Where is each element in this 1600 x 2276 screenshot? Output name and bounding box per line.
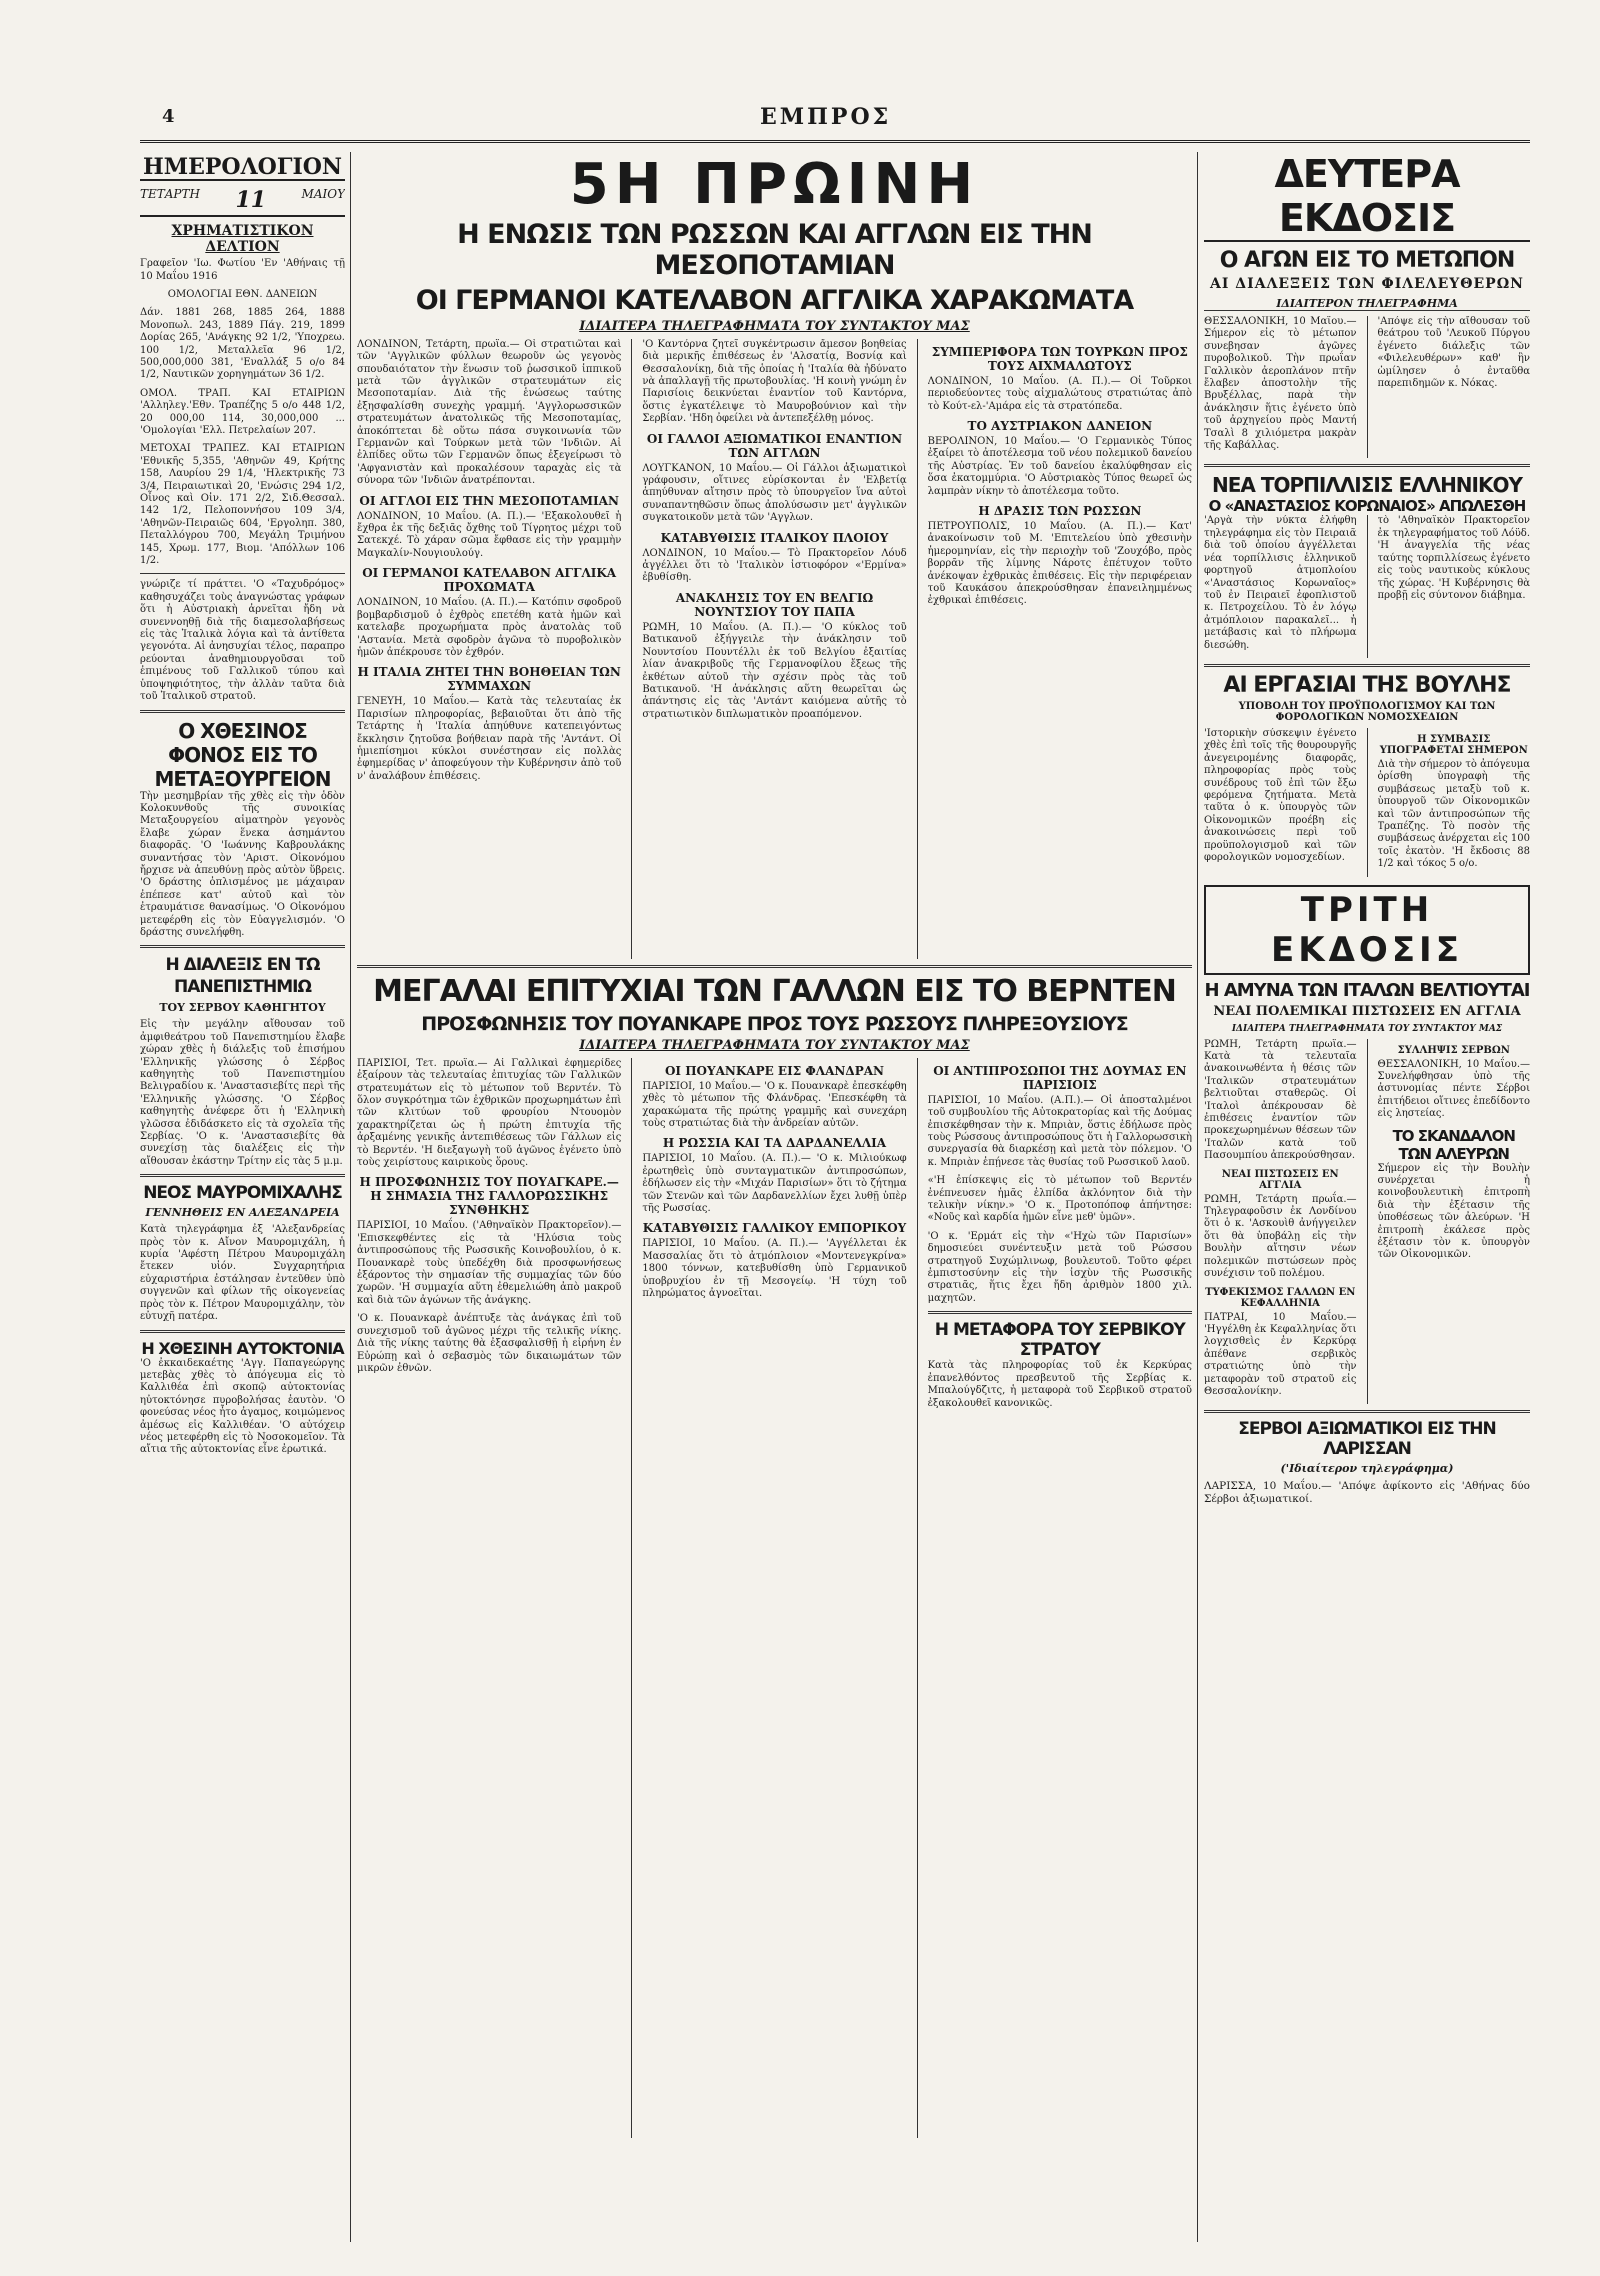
headline-main: Η ΕΝΩΣΙΣ ΤΩΝ ΡΩΣΣΩΝ ΚΑΙ ΑΓΓΛΩΝ ΕΙΣ ΤΗΝ ΜΕΣΟΠΟΤΑΜΙΑΝ: [457, 218, 1092, 281]
article-text: ΛΟΥΓΚΑΝΟΝ, 10 Μαΐου.— Οἱ Γάλλοι ἀξιωματικοὶ γράφουσιν, οἵτινες εὑρίσκονται ἐν 'Ελβετίᾳ ἀπηύθυναν αἴτησιν πρὸς τὸ ὑπουργεῖον ἵνα αὐτοὶ συναπαντηθῶσιν ὅπως ἀπολύσωσιν μετ' ἀγγλικῶν συγκατοικοῦν μετὰ τῶν 'Αγγλων.: [642, 462, 907, 524]
front-subtitle: ΑΙ ΔΙΑΛΕΞΕΙΣ ΤΩΝ ΦΙΛΕΛΕΥΘΕΡΩΝ: [1210, 276, 1524, 292]
finance-text: ΟΜΟΛΟΓΙΑΙ ΕΘΝ. ΔΑΝΕΙΩΝ: [167, 288, 318, 300]
section-head: ΤΥΦΕΚΙΣΜΟΣ ΓΑΛΛΩΝ ΕΝ ΚΕΦΑΛΛΗΝΙΑ: [1205, 1286, 1356, 1309]
suicide-title: Η ΧΘΕΣΙΝΗ ΑΥΤΟΚΤΟΝΙΑ: [141, 1338, 344, 1358]
article-text: ΛΟΝΔΙΝΟΝ, 10 Μαΐου. (Α. Π.).— Οἱ Τοῦρκοι περιοδεύοντες τοὺς αἰχμαλώτους στρατιώτας ἀπὸ τὸ Κούτ-ελ-'Αμάρα εἰς τὰ στρατόπεδα.: [927, 375, 1192, 412]
left-column: [140, 152, 345, 1463]
section-head: Η ΡΩΣΣΙΑ ΚΑΙ ΤΑ ΔΑΡΔΑΝΕΛΛΙΑ: [662, 1136, 887, 1151]
section-head: Η ΜΕΤΑΦΟΡΑ ΤΟΥ ΣΕΡΒΙΚΟΥ ΣΤΡΑΤΟΥ: [934, 1320, 1185, 1361]
defense-title: Η ΑΜΥΝΑ ΤΩΝ ΙΤΑΛΩΝ ΒΕΛΤΙΟΥΤΑΙ: [1204, 979, 1530, 1001]
article-text: ΠΑΡΙΣΙΟΙ, 10 Μαΐου. (Α.Π.).— Οἱ ἀποσταλμένοι τοῦ συμβουλίου τῆς Αὐτοκρατορίας καὶ τῆς Δούμας ἐπισκέφθησαν τὴν κ. Μπριὰν, ὅστις ἐδήλωσε πρὸς τοὺς Ρώσσους ἀντιπροσώπους ὅτι ἡ Γαλλορωσσικὴ συνεργασία θὰ διαρκέσῃ καὶ μετὰ τὸν πόλεμον. 'Ο κ. Μπριὰν ἐπῄνεσε τὰς θυσίας τοῦ Ρωσσικοῦ λαοῦ.: [927, 1094, 1192, 1168]
article-text: ΛΑΡΙΣΣΑ, 10 Μαΐου.— 'Απόψε ἀφίκοντο εἰς 'Αθήνας δύο Σέρβοι ἀξιωματικοί.: [1204, 1480, 1530, 1506]
article-text: Τὴν μεσημβρίαν τῆς χθὲς εἰς τὴν ὁδὸν Κολοκυνθοῦς τῆς συνοικίας Μεταξουργείου αἱματηρὸν γεγονὸς ἔλαβε χώραν ἕνεκα ἀσημάντου διαφορᾶς. 'Ο 'Ιωάννης Καβρουλάκης συναντήσας τὸν 'Αριστ. Οἰκονόμου ἤρχισε νὰ ἀπευθύνῃ πρὸς αὐτὸν ὕβρεις. 'Ο δράστης ὀπλισμένος με μάχαιραν ἐπέπεσε κατ' αὐτοῦ καὶ τὸν ἐτραυμάτισε θανασίμως. 'Ο Οἰκονόμου μετεφέρθη εἰς τὸν Εὐαγγελισμόν. 'Ο δράστης συνελήφθη.: [140, 790, 345, 938]
article-text: Κατὰ τὰς πληροφορίας τοῦ ἐκ Κερκύρας ἐπανελθόντος πρεσβευτοῦ τῆς Σερβίας κ. Μπαλούγδζιτς, ἡ μεταφορὰ τοῦ Σερβικοῦ στρατοῦ ἐξακολουθεῖ κανονικῶς.: [927, 1360, 1192, 1409]
article-text: 'Ο κ. Πουανκαρὲ ἀνέπτυξε τὰς ἀνάγκας ἐπὶ τοῦ συνεχισμοῦ τοῦ ἀγῶνος μέχρι τῆς τελικῆς νίκης. Διὰ τῆς νίκης ταύτης θὰ ἐξασφαλισθῇ ἡ εἰρήνη ἐν Εὐρώπῃ καὶ ὁ σεβασμὸς τῶν δικαιωμάτων τῶν μικρῶν ἐθνῶν.: [357, 1313, 622, 1374]
article-text: 'Ο Καντόρνα ζητεῖ συγκέντρωσιν ἄμεσον βοηθείας διὰ μερικῆς ἐπιθέσεως ἐν 'Αλσατίᾳ, Βοσνίᾳ καὶ Θεσσαλονίκῃ, διὰ τῆς ὁποίας ἡ 'Ιταλία θὰ ἠδύνατο νὰ ἀπαλλαγῇ τῆς πρωτοβουλίας. 'Η κοινὴ γνώμη ἐν Παρισίοις δεικνύεται ἐναντίον τοῦ Καντόρνα, ὅστις ἐγκατέλειψε τὸ Μαυροβούνιον καὶ τὴν Σερβίαν. 'Ηδη ὀφείλει νὰ ἀντεπεξέλθῃ μόνος.: [642, 338, 907, 425]
article-text: ΠΑΡΙΣΙΟΙ, Τετ. πρωΐα.— Αἱ Γαλλικαὶ ἐφημερίδες ἐξαίρουν τὰς τελευταίας ἐπιτυχίας τῶν Γαλλικῶν στρατευμάτων εἰς τὸ μέτωπον τοῦ Βερντέν. Τὸ ὅλον συγκρότημα τῶν ἐχθρικῶν προχωρημάτων ἐπὶ τῶν κλιτύων τοῦ φρουρίου Ντουομὸν χαρακτηρίζεται ὡς ἡ πρώτη ἐπιτυχία τῆς ἀρξαμένης γενικῆς ἀντεπιθέσεως τῶν Γάλλων εἰς τὸ Βερντέν. 'Η διεξαγωγὴ τοῦ ἀγῶνος ἐγένετο ὑπὸ τοὺς χειρίστους καιρικοὺς ὅρους.: [357, 1057, 622, 1169]
article-text: 'Αργὰ τὴν νύκτα ἐλήφθη τηλεγράφημα εἰς τὸν Πειραιᾶ διὰ τοῦ ὁποίου ἀγγέλλεται νέα τορπίλλισις ἑλληνικοῦ φορτηγοῦ ἀτμοπλοίου «'Αναστάσιος Κορωναῖος» τοῦ ἐν Πειραιεῖ ἐφοπλιστοῦ κ. Πετροχείλου. Τὸ ἐν λόγῳ ἀτμόπλοιον παρακαλεῖ... ἡ μετάβασις καὶ τὸ πλήρωμα διεσώθη.: [1204, 515, 1357, 651]
article-text: γνώριζε τί πράττει. 'Ο «Ταχυδρόμος» καθησυχάζει τοὺς ἀναγνώστας γράφων ὅτι ἡ Αὐστριακὴ ἀρνεῖται ἤδη νὰ συνεννοηθῇ διὰ τῆς διαμεσολαβήσεως εἰς τὰς Ἰταλικὰ λόγια καὶ τὰ ἀντίθετα γεγονότα. Αἱ ἀνησυχίαι τέλος, παραπρο ρεύονται ἀναθημιουργοῦσαι τοῦ ἐπιμένους τοῦ Γαλλικοῦ τύπου καὶ ὑποψηφιότητος, τὴν ἀλλὰν ταῦτα διὰ τοῦ Ἰταλικοῦ στρατοῦ.: [140, 579, 345, 703]
article-text: ΡΩΜΗ, Τετάρτη πρωΐα.— Κατὰ τὰ τελευταῖα ἀνακοινωθέντα ἡ θέσις τῶν 'Ιταλικῶν στρατευμάτων βελτιοῦται σταθερῶς. Οἱ 'Ιταλοὶ ἀπέκρουσαν δὲ ἐπιθέσεις ἐναντίον τῶν προκεχωρημένων θέσεων τῶν 'Ιταλῶν κατὰ τοῦ Πασουμπίου ἀπεκρούσθησαν.: [1204, 1038, 1357, 1162]
article-text: ΘΕΣΣΑΛΟΝΙΚΗ, 10 Μαΐου.— Συνελήφθησαν ὑπὸ τῆς ἀστυνομίας πέντε Σέρβοι ἐπιτήδειοι οἵτινες ἐπεδίδοντο εἰς ληστείας.: [1377, 1058, 1530, 1120]
defense-subhead: ΙΔΙΑΙΤΕΡΑ ΤΗΛΕΓΡΑΦΗΜΑΤΑ ΤΟΥ ΣΥΝΤΑΚΤΟΥ ΜΑΣ: [1231, 1023, 1503, 1034]
front-subhead: ΙΔΙΑΙΤΕΡΟΝ ΤΗΛΕΓΡΑΦΗΜΑ: [1204, 297, 1530, 311]
masthead: [140, 100, 1530, 143]
article-text: ΠΑΡΙΣΙΟΙ, 10 Μαΐου.— 'Ο κ. Πουανκαρὲ ἐπεσκέφθη χθὲς τὸ μέτωπον τῆς Φλάνδρας. 'Επεσκέφθη τὰ χαρακώματα τῆς πρώτης γραμμῆς καὶ συνεχάρη τοὺς στρατιώτας διὰ τὴν ἀνδρείαν αὐτῶν.: [642, 1080, 907, 1130]
top-articles: [357, 339, 1192, 959]
article-text: Σήμερον εἰς τὴν Βουλὴν συνέρχεται ἡ κοινοβουλευτικὴ ἐπιτροπὴ διὰ τὴν ἐξέτασιν τῆς ὑποθέσεως τῶν ἀλεύρων. 'Η ἐπιτροπὴ ἐκάλεσε πρὸς ἐξέτασιν τὸν κ. ὑπουργὸν τῶν Οἰκονομικῶν.: [1377, 1162, 1530, 1261]
birth-subtitle: ΓΕΝΝΗΘΕΙΣ ΕΝ ΑΛΕΞΑΝΔΡΕΙΑ: [145, 1206, 340, 1220]
murder-title: Ο ΧΘΕΣΙΝΟΣ ΦΟΝΟΣ ΕΙΣ ΤΟ ΜΕΤΑΞΟΥΡΓΕΙΟΝ: [154, 718, 331, 791]
section-head: ΟΙ ΓΕΡΜΑΝΟΙ ΚΑΤΕΛΑΒΟΝ ΑΓΓΛΙΚΑ ΠΡΟΧΩΜΑΤΑ: [362, 566, 617, 595]
section-head: Η ΔΡΑΣΙΣ ΤΩΝ ΡΩΣΣΩΝ: [978, 504, 1142, 519]
article-text: 'Ο ἐκκαιδεκαέτης 'Αγγ. Παπαγεώργης μετεβὰς χθὲς τὸ ἀπόγευμα εἰς τὸ Καλλιθέα ἐπὶ σκοπῷ αὐτοκτονίας ηὐτοκτόνησε πυροβολήσας ἑαυτὸν. 'Ο φονεύσας νέος ἦτο ἀγαμος, κοιμώμενος ἀμέσως εἰς Καλλιθέαν. 'Ο αὐτόχειρ νέος μετεφέρθη εἰς τὸ Νοσοκομεῖον. Τὰ αἴτια τῆς αὐτοκτονίας εἶνε ἐρωτικά.: [140, 1357, 345, 1456]
section-head: Η ΙΤΑΛΙΑ ΖΗΤΕΙ ΤΗΝ ΒΟΗΘΕΙΑΝ ΤΩΝ ΣΥΜΜΑΧΩΝ: [357, 665, 621, 694]
subhead: ΙΔΙΑΙΤΕΡΑ ΤΗΛΕΓΡΑΦΗΜΑΤΑ ΤΟΥ ΣΥΝΤΑΚΤΟΥ ΜΑΣ: [579, 318, 970, 334]
section-head: ΟΙ ΑΝΤΙΠΡΟΣΩΠΟΙ ΤΗΣ ΔΟΥΜΑΣ ΕΝ ΠΑΡΙΣΙΟΙΣ: [933, 1063, 1187, 1092]
defense-subtitle: ΝΕΑΙ ΠΟΛΕΜΙΚΑΙ ΠΙΣΤΩΣΕΙΣ ΕΝ ΑΓΓΛΙΑ: [1213, 1003, 1521, 1019]
bottom-articles: [357, 1058, 1192, 2138]
calendar-title: ΗΜΕΡΟΛΟΓΙΟΝ: [140, 156, 345, 181]
calendar-day: ΤΕΤΑΡΤΗ: [140, 187, 200, 202]
section-head: ΚΑΤΑΒΥΘΙΣΙΣ ΓΑΛΛΙΚΟΥ ΕΜΠΟΡΙΚΟΥ: [642, 1221, 907, 1236]
article-text: ΡΩΜΗ, Τετάρτη πρωΐα.— Τηλεγραφοῦσιν ἐκ Λονδίνου ὅτι ὁ κ. 'Ασκουὶθ ἀνήγγειλεν ὅτι θὰ ὑποβάλῃ εἰς τὴν Βουλὴν αἴτησιν νέων πολεμικῶν πιστώσεων πρὸς συνέχισιν τοῦ πολέμου.: [1204, 1193, 1357, 1280]
defense-articles: [1204, 1039, 1530, 1405]
calendar-row: [140, 185, 345, 217]
finance-text: Γραφεῖον 'Ιω. Φωτίου 'Εν 'Αθήναις τῇ 10 Μαΐου 1916: [140, 258, 345, 282]
big-subhead: ΙΔΙΑΙΤΕΡΑ ΤΗΛΕΓΡΑΦΗΜΑΤΑ ΤΟΥ ΣΥΝΤΑΚΤΟΥ ΜΑΣ: [579, 1037, 970, 1053]
article-text: ΘΕΣΣΑΛΟΝΙΚΗ, 10 Μαΐου.— Σήμερον εἰς τὸ μέτωπον συνεβησαν ἀγῶνες πυροβολικοῦ. Τὴν πρωΐαν Γαλλικὸν ἀεροπλάνον πτῆν ἔλαβεν ἀποστολὴν τῆς Βρυξέλλας, παρὰ τὴν ἀνάκλησιν ἥτις ἐγένετο ὑπὸ τοῦ ἀρχηγείου πρὸς Μαντή Τσαλὶ 8 χιλιόμετρα μακρὰν τῆς Καβάλλας.: [1204, 316, 1357, 452]
torpedo-subtitle: Ο «ΑΝΑΣΤΑΣΙΟΣ ΚΟΡΩΝΑΙΟΣ» ΑΠΩΛΕΣΘΗ: [1208, 497, 1526, 516]
edition-title: 5Η ΠΡΩΙΝΗ: [569, 152, 980, 217]
article-text: «'Η ἐπίσκεψις εἰς τὸ μέτωπον τοῦ Βερντέν ἐνέπνευσεν ἡμᾶς ἐλπίδα ἀκλόνητον διὰ τὴν τελικὴν νίκην.» 'Ο κ. Προτοπόποφ ἀπήντησε: «Νοῦς καὶ καρδία ἡμῶν εἶνε μεθ' ὑμῶν».: [927, 1175, 1192, 1224]
article-text: ΠΑΤΡΑΙ, 10 Μαΐου.— 'Ηγγέλθη ἐκ Κεφαλληνίας ὅτι λογχισθεὶς ἐν Κερκύρᾳ ἀπέθανε σερβικὸς στρατιώτης ὑπὸ τὴν μεταφορὰν τοῦ στρατοῦ εἰς Θεσσαλονίκην.: [1204, 1311, 1357, 1397]
section-head: ΝΕΑΙ ΠΙΣΤΩΣΕΙΣ ΕΝ ΑΓΓΛΙΑ: [1221, 1168, 1339, 1191]
paper-title: ΕΜΠΡΟΣ: [760, 104, 892, 130]
edition2-title: ΔΕΥΤΕΡΑ ΕΚΔΟΣΙΣ: [1204, 152, 1530, 242]
lecture-subtitle: ΤΟΥ ΣΕΡΒΟΥ ΚΑΘΗΓΗΤΟΥ: [159, 1001, 326, 1015]
article-text: 'Ιστορικὴν σύσκεψιν ἐγένετο χθὲς ἐπὶ τοῖς τῆς θουρουργῆς ἀνεγειρομένης διαφορᾶς, πληροφορίας πρὸς τοὺς συνέδρους τοῦ ἐπὶ τῶν ἔξω φερόμενα ζητήματα. Μετὰ ταῦτα ὁ κ. ὑπουργὸς τῶν Οἰκονομικῶν προέβη εἰς ἀνακοινώσεις περὶ τοῦ προϋπολογισμοῦ καὶ τῶν φορολογικῶν νομοσχεδίων.: [1204, 727, 1357, 863]
section-head: ΟΙ ΑΓΓΛΟΙ ΕΙΣ ΤΗΝ ΜΕΣΟΠΟΤΑΜΙΑΝ: [359, 493, 619, 508]
front-articles: [1204, 316, 1530, 458]
article-text: 'Απόψε εἰς τὴν αἴθουσαν τοῦ θεάτρου τοῦ 'Λευκοῦ Πύργου ἐγένετο διάλεξις τῶν «Φιλελευθέρων» καθ' ἣν ὡμίλησεν ὁ ἐνταῦθα παρεπιδημῶν κ. Νόκας.: [1377, 316, 1530, 390]
article-text: ΓΕΝΕΥΗ, 10 Μαΐου.— Κατὰ τὰς τελευταίας ἐκ Παρισίων πληροφορίας, βεβαιοῦται ὅτι ἀπὸ τῆς Τετάρτης ἡ 'Ιταλία ἀπηύθυνε κατεπειγόντως ἔκκλησιν ζητοῦσα βοήθειαν παρὰ τῆς 'Αντάντ. Οἱ ἡμιεπίσημοι κύκλοι συνέστησαν εἰς πολλὰς ἐφημερίδας ν' ἀποφεύγουν τὴν Κυβέρνησιν ἀπὸ τοῦ ν' ἀναλάβουν ἐπιθέσεις.: [357, 696, 622, 782]
finance-text: Δάν. 1881 268, 1885 264, 1888 Μονοπωλ. 243, 1889 Πάγ. 219, 1899 Δορίας 265, 'Ανάγκης 92 1/2, 'Υποχρεω. 100 1/2, Μεταλλεῖα 96 1/2, 500,000,000 381, 'Εναλλάξ 5 ο/ο 84 1/2, Ναυτικῶν χορηγημάτων 36 1/2.: [140, 307, 345, 381]
parliament-title: ΑΙ ΕΡΓΑΣΙΑΙ ΤΗΣ ΒΟΥΛΗΣ: [1223, 672, 1511, 698]
calendar-date: 11: [235, 187, 267, 214]
finance-text: ΟΜΟΛ. ΤΡΑΠ. ΚΑΙ ΕΤΑΙΡΙΩΝ 'Αλληλεγ.'Εθν. Τραπέζης 5 ο/ο 448 1/2, 20 000,00 114, 30,000,000 ... 'Ομολογίαι 'Ελλ. Πετρελαίων 207.: [140, 387, 345, 436]
big-subtitle: ΠΡΟΣΦΩΝΗΣΙΣ ΤΟΥ ΠΟΥΑΝΚΑΡΕ ΠΡΟΣ ΤΟΥΣ ΡΩΣΣΟΥΣ ΠΛΗΡΕΞΟΥΣΙΟΥΣ: [421, 1012, 1128, 1035]
newspaper-page: [140, 100, 1530, 2250]
section-head: ΣΥΜΠΕΡΙΦΟΡΑ ΤΩΝ ΤΟΥΡΚΩΝ ΠΡΟΣ ΤΟΥΣ ΑΙΧΜΑΛΩΤΟΥΣ: [931, 344, 1188, 373]
birth-title: ΝΕΟΣ ΜΑΥΡΟΜΙΧΑΛΗΣ: [143, 1183, 342, 1204]
article-text: Εἰς τὴν μεγάλην αἴθουσαν τοῦ ἀμφιθεάτρου τοῦ Πανεπιστημίου ἔλαβε χώραν χθὲς ἡ διάλεξις τοῦ ἐπισήμου 'Ελληνικῆς γλώσσης ὁ Σέρβος καθηγητὴς τοῦ Πανεπιστημίου Βελιγραδίου κ. 'Αναστασιεβίτς περὶ τῆς 'Ελληνικῆς γλώσσης. 'Ο Σέρβος καθηγητὴς ἀνέφερε ὅτι ἡ 'Ελληνικὴ γλῶσσα ἐδιδάσκετο εἰς τὰ σχολεῖα τῆς Σερβίας. 'Ο κ. 'Αναστασιεβίτς θὰ συνεχίσῃ τὰς διαλέξεις εἰς τὴν αἴθουσαν ἐκάστην Τρίτην εἰς τὰς 5 μ.μ.: [140, 1019, 345, 1167]
front-title: Ο ΑΓΩΝ ΕΙΣ ΤΟ ΜΕΤΩΠΟΝ: [1219, 248, 1515, 273]
page-number: 4: [162, 106, 175, 127]
article-text: Διὰ τὴν σήμερον τὸ ἀπόγευμα ὁρίσθη ὑπογραφὴ τῆς συμβάσεως μεταξὺ τοῦ κ. ὑπουργοῦ τῶν Οἰκονομικῶν καὶ τῶν ἀντιπροσώπων τῆς Τραπέζης. Τὸ ποσὸν τῆς συμβάσεως ἀνέρχεται εἰς 100 τοῖς ἑκατὸν. 'Η ἔκδοσις 88 1/2 καὶ τόκος 5 ο/ο.: [1377, 758, 1530, 870]
section-head: ΣΥΛΛΗΨΙΣ ΣΕΡΒΩΝ: [1397, 1044, 1510, 1056]
torpedo-title: ΝΕΑ ΤΟΡΠΙΛΛΙΣΙΣ ΕΛΛΗΝΙΚΟΥ: [1212, 473, 1522, 498]
article-text: ΛΟΝΔΙΝΟΝ, 10 Μαΐου. (Α. Π.).— 'Εξακολουθεῖ ἡ ἔχθρα ἐκ τῆς δεξιᾶς ὄχθης τοῦ Τίγρητος μέχρι τοῦ Σατεκχέ. Τὸ χάραν σῶμα ἔφθασε εἰς τὴν γραμμὴν Μαγκαλίν-Νουγιουλούγ.: [357, 510, 622, 559]
article-text: ΠΑΡΙΣΙΟΙ, 10 Μαΐου. ('Αθηναϊκὸν Πρακτορεῖον).— 'Επισκεφθέντες εἰς τὰ 'Ηλύσια τοὺς ἀντιπροσώπους τῆς Ρωσσικῆς Κοινοβουλίου, ὁ κ. Πουανκαρὲ τοὺς ὑπεδέχθη διὰ προσφωνήσεως ἐξάροντος τὴν σημασίαν τῆς συμμαχίας τῶν δύο χωρῶν. 'Η συμμαχία αὕτη ἐθεμελιώθη ἀπὸ μακροῦ καὶ διὰ τῶν ἀγώνων τῆς ἀνάγκης.: [357, 1220, 622, 1306]
big-headline: ΜΕΓΑΛΑΙ ΕΠΙΤΥΧΙΑΙ ΤΩΝ ΓΑΛΛΩΝ ΕΙΣ ΤΟ ΒΕΡΝΤΕΝ: [373, 973, 1176, 1009]
edition3-box: [1204, 885, 1530, 975]
section-subhead: ('Ιδιαίτερον τηλεγράφημα): [1280, 1462, 1454, 1476]
section-head: ΣΕΡΒΟΙ ΑΞΙΩΜΑΤΙΚΟΙ ΕΙΣ ΤΗΝ ΛΑΡΙΣΣΑΝ: [1238, 1419, 1496, 1460]
parliament-subtitle: ΥΠΟΒΟΛΗ ΤΟΥ ΠΡΟΫΠΟΛΟΓΙΣΜΟΥ ΚΑΙ ΤΩΝ ΦΟΡΟΛΟΓΙΚΩΝ ΝΟΜΟΣΧΕΔΙΩΝ: [1238, 700, 1496, 723]
article-text: ΛΟΝΔΙΝΟΝ, Τετάρτη, πρωΐα.— Οἱ στρατιῶται καὶ τῶν 'Αγγλικῶν φύλλων θεωροῦν ὡς γεγονὸς σπουδαιότατον τὴν ἕνωσιν τοῦ ῥωσσικοῦ ἱππικοῦ μετὰ τῶν ἀγγλικῶν στρατευμάτων εἰς Μεσοποταμίαν. Διὰ τῆς ἑνώσεως ταύτης ἐξησφαλίσθη συνεχὴς γραμμή. 'Αγγλορωσσικῶν στρατευμάτων ἀνατολικῶς τῆς Μεσοποταμίας, ἀποκόπτεται δὲ οὕτω πάσα συγκοινωνία τῶν Γερμανῶν καὶ Τούρκων μετὰ τῶν 'Ινδιῶν. Αἱ ἐλπίδες οὕτω τῶν Γερμανῶν ὅπως ἐξεγείρωσι τὸ 'Αφγανιστὰν καὶ προκαλέσουν ταραχὰς εἰς τὰ σύνορα τῶν 'Ινδιῶν ἀνατρέπονται.: [357, 338, 622, 487]
section-head: ΟΙ ΓΑΛΛΟΙ ΑΞΙΩΜΑΤΙΚΟΙ ΕΝΑΝΤΙΟΝ ΤΩΝ ΑΓΓΛΩΝ: [646, 431, 903, 460]
article-text: 'Ο κ. 'Ερμάτ εἰς τὴν «'Ηχὼ τῶν Παρισίων» δημοσιεύει συνέντευξιν μετὰ τοῦ Ρώσσου στρατηγοῦ Συχώμλινωφ, βουλευτοῦ. Τοῦτο φέρει ἐμπιστοσύνην εἰς τὴν ἰσχὺν τῆς Ρωσσικῆς στρατιᾶς, ἥτις ἔχει ἤδη ἀριθμὸν 1800 χιλ. μαχητῶν.: [927, 1230, 1192, 1304]
article-text: ΛΟΝΔΙΝΟΝ, 10 Μαΐου. (Α. Π.).— Κατόπιν σφοδροῦ βομβαρδισμοῦ ὁ ἐχθρὸς επετέθη κατὰ ἡμῶν καὶ κατελαβε προχωρήματα πρὸς ἀνατολὰς τοῦ 'Αστανία. Μετὰ σφοδρὸν ἀγῶνα τὸ πυροβολικὸν ἡμῶν ἀπέκρουσε τὸν ἐχθρόν.: [357, 597, 622, 658]
article-text: ΠΕΤΡΟΥΠΟΛΙΣ, 10 Μαΐου. (Α. Π.).— Κατ' ἀνακοίνωσιν τοῦ Μ. 'Επιτελείου ὑπὸ χθεσινὴν ἡμερομηνίαν, εἰς τὴν περιοχὴν τοῦ 'Ζουχόβο, πρὸς βορρᾶν τῆς λίμνης Νάροτς ἐπέτυχον τοῦτο ἀνέκοψαν ἐχθρικὰς ἐπιθέσεις. Εἰς τὴν περιφέρειαν τοῦ Καυκάσου ἀπεκρούσθησαν ἐπανειλημμένως ἐχθρικαὶ ἐπιθέσεις.: [927, 521, 1192, 607]
column-rule: [350, 152, 351, 2242]
article-text: ΛΟΝΔΙΝΟΝ, 10 Μαΐου.— Τὸ Πρακτορεῖον Λόυδ ἀγγέλλει ὅτι τὸ 'Ιταλικὸν ἱστιοφόρον «'Ερμίνα» ἐβυθίσθη.: [642, 547, 907, 584]
section-head: Η ΠΡΟΣΦΩΝΗΣΙΣ ΤΟΥ ΠΟΥΑΓΚΑΡΕ.— Η ΣΗΜΑΣΙΑ ΤΗΣ ΓΑΛΛΟΡΩΣΣΙΚΗΣ ΣΥΝΘΗΚΗΣ: [359, 1175, 619, 1218]
article-text: τὸ 'Αθηναϊκὸν Πρακτορεῖον ἐκ τηλεγραφήματος τοῦ Λόϋδ. 'Η ἀναγγελία τῆς νέας ταύτης τορπιλλίσεως ἐγένετο εἰς τοὺς ναυτικοὺς κύκλους τῆς χώρας. 'Η Κυβέρνησις θὰ προβῇ εἰς σύντονον διάβημα.: [1377, 515, 1530, 601]
torpedo-articles: [1204, 515, 1530, 657]
right-column: [1204, 152, 1530, 1512]
article-text: ΒΕΡΟΛΙΝΟΝ, 10 Μαΐου.— 'Ο Γερμανικὸς Τύπος ἐξαίρει τὸ ἀποτέλεσμα τοῦ νέου πολεμικοῦ δανείου τῆς Αὐστρίας. Ἐν τοῦ δανείου ἐκαλύφθησαν εἰς ὅσα ἐκατομμύρια. 'Ο Αὐστριακὸς Τύπος θεωρεῖ ὡς λαμπρὰν νίκην τὸ ἀποτέλεσμα τοῦτο.: [927, 436, 1192, 497]
section-head: ΟΙ ΠΟΥΑΝΚΑΡΕ ΕΙΣ ΦΛΑΝΔΡΑΝ: [664, 1063, 885, 1078]
finance-text: ΜΕΤΟΧΑΙ ΤΡΑΠΕΖ. ΚΑΙ ΕΤΑΙΡΙΩΝ 'Εθνικῆς 5,355, 'Αθηνῶν 49, Κρήτης 158, Λαυρίου 29 1/4, 'Ηλεκτρικῆς 73 3/4, Πειραιωτικαὶ 20, 'Ενώσις 294 1/2, Οἶνος καὶ Οἰν. 171 2/2, Σιδ.Θεσσαλ. 142 1/2, Πελοποννήσου 109 3/4, 'Αθηνῶν-Πειραιῶς 604, 'Εργοληπ. 380, Πεταλλόγρου 700, Μεγάλη Τριμήνου 145, Χρωμ. 177, Βιομ. 'Απόλλων 106 1/2.: [140, 443, 345, 567]
section-head: ΤΟ ΣΚΑΝΔΑΛΟΝ ΤΩΝ ΑΛΕΥΡΩΝ: [1392, 1126, 1515, 1163]
center-column: [357, 152, 1192, 2138]
section-head: ΑΝΑΚΛΗΣΙΣ ΤΟΥ ΕΝ ΒΕΛΓΙΩ ΝΟΥΝΤΣΙΟΥ ΤΟΥ ΠΑΠΑ: [675, 590, 874, 619]
section-head: Η ΣΥΜΒΑΣΙΣ ΥΠΟΓΡΑΦΕΤΑΙ ΣΗΜΕΡΟΝ: [1379, 733, 1528, 756]
section-head: ΚΑΤΑΒΥΘΙΣΙΣ ΙΤΑΛΙΚΟΥ ΠΛΟΙΟΥ: [660, 530, 889, 545]
finance-title: ΧΡΗΜΑΤΙΣΤΙΚΟΝ ΔΕΛΤΙΟΝ: [171, 223, 314, 256]
lecture-title: Η ΔΙΑΛΕΞΙΣ ΕΝ ΤΩ ΠΑΝΕΠΙΣΤΗΜΙΩ: [165, 955, 320, 998]
calendar-month: ΜΑΙΟΥ: [301, 187, 345, 202]
article-text: ΠΑΡΙΣΙΟΙ, 10 Μαΐου. (Α. Π.).— 'Ο κ. Μιλιούκωφ ἐρωτηθεὶς ὑπὸ συνταγματικῶν ἀντιπροσώπων, ἐδήλωσεν εἰς τὴν «Μιχάν Παρισίων» ὅτι τὸ ζήτημα τῶν Στενῶν καὶ τῶν Δαρδανελλίων ἔχει λυθῇ ὑπὲρ τῆς Ρωσσίας.: [642, 1153, 907, 1215]
column-rule: [1197, 152, 1198, 2242]
headline-second: ΟΙ ΓΕΡΜΑΝΟΙ ΚΑΤΕΛΑΒΟΝ ΑΓΓΛΙΚΑ ΧΑΡΑΚΩΜΑΤΑ: [415, 284, 1134, 316]
edition3-title: ΤΡΙΤΗ ΕΚΔΟΣΙΣ: [1271, 889, 1463, 970]
section-head: ΤΟ ΑΥΣΤΡΙΑΚΟΝ ΔΑΝΕΙΟΝ: [967, 419, 1153, 434]
parliament-articles: [1204, 728, 1530, 877]
article-text: ΡΩΜΗ, 10 Μαΐου. (Α. Π.).— 'Ο κύκλος τοῦ Βατικανοῦ ἐξήγγειλε τὴν ἀνάκλησιν τοῦ Νουντσίου Πουντέλλι ἐκ τοῦ Βελγίου ἐξαιτίας λίαν ἀνακριβοῦς τῆς Γερμανοφίλου ἔξεως τῆς ἐκθέτων αὐτοῦ τὴν σχέσιν πρὸς τὰς τοῦ Βατικανοῦ. 'Η ἀνάκλησις αὕτη θεωρεῖται ὡς ἀπάντησις εἰς τὰς 'Αντάντ καιόμενα αὐτῆς τὸ στρατιωτικὸν διπλωματικὸν προαπόμενον.: [642, 621, 907, 720]
article-text: ΠΑΡΙΣΙΟΙ, 10 Μαΐου. (Α. Π.).— 'Αγγέλλεται ἐκ Μασσαλίας ὅτι τὸ ἀτμόπλοιον «Μοντενεγκρίνα» 1800 τόννων, κατεβυθίσθη ὑπὸ Γερμανικοῦ ὑποβρυχίου ἐν τῇ Μεσογείῳ. 'Η τύχη τοῦ πληρώματος ἀγνοεῖται.: [642, 1238, 907, 1300]
article-text: Κατὰ τηλεγράφημα ἐξ 'Αλεξανδρείας πρὸς τὸν κ. Αἴνον Μαυρομιχάλη, ἡ κυρία 'Αφέστη Πέτρου Μαυρομιχάλη ἔτεκεν υἱόν. Συγχαρητήρια εὐχαριστήρια ἐστάλησαν ἐντεῦθεν ὑπὸ συγγενῶν καὶ φίλων τῆς οἰκογενείας πρὸς τὸν κ. Πέτρον Μαυρομιχάλην, τὸν εὐτυχῆ πατέρα.: [140, 1224, 345, 1323]
